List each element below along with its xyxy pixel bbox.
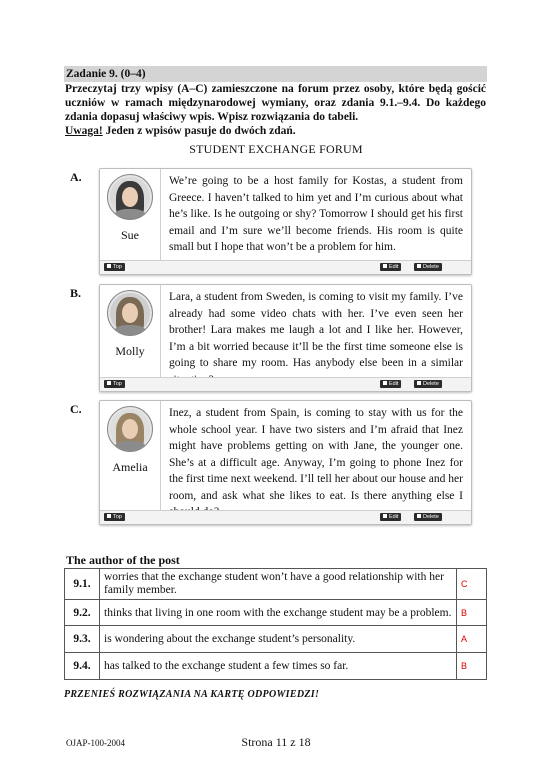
row-number: 9.2. — [65, 600, 100, 626]
answer-cell[interactable]: B — [457, 653, 487, 680]
post-letter-a: A. — [70, 170, 82, 184]
forum-post-c — [99, 400, 472, 525]
post-footer — [100, 260, 471, 274]
table-row — [65, 569, 487, 600]
edit-icon — [383, 514, 387, 518]
user-info — [100, 285, 161, 377]
forum-post-a — [99, 168, 472, 275]
top-button[interactable]: Top — [104, 513, 125, 521]
delete-icon — [417, 381, 421, 385]
answers-table — [64, 568, 487, 680]
post-text: Inez, a student from Spain, is coming to stay with us for the whole school year. I have two sisters and I’m afraid that Inez might have problems getting on with Jane, the younger one. She’s at a difficult age. Anyway, I’m going to phone Inez for the first time next weekend. I’ll tell her about our house and her room, and ask what she likes to eat. Is there anything else I — [169, 407, 463, 502]
forum-post-b — [99, 284, 472, 392]
arrow-up-icon — [107, 264, 111, 268]
note-label: Uwaga! — [65, 125, 103, 137]
row-number: 9.1. — [65, 569, 100, 600]
delete-button[interactable]: Delete — [414, 380, 442, 388]
edit-button[interactable]: Edit — [380, 380, 401, 388]
post-footer — [100, 377, 471, 391]
row-number: 9.4. — [65, 653, 100, 680]
edit-button[interactable]: Edit — [380, 263, 401, 271]
top-button[interactable]: Top — [104, 380, 125, 388]
avatar — [107, 406, 153, 452]
delete-icon — [417, 264, 421, 268]
task-title: Zadanie 9. (0–4) — [64, 66, 487, 82]
post-text: Lara, a student from Sweden, is coming to visit my family. I’ve already had some video chats with her. I’ve even seen her brother! Lara makes me laugh a lot and I like her. However, I’m a bit worried because it’ll be the first time someone else is going to share my room. Has anybody else been in a similar — [169, 291, 463, 369]
answer-cell[interactable]: A — [457, 626, 487, 653]
delete-button[interactable]: Delete — [414, 513, 442, 521]
delete-button[interactable]: Delete — [414, 263, 442, 271]
arrow-up-icon — [107, 514, 111, 518]
answers-title: The author of the post — [66, 553, 180, 567]
row-text: has talked to the exchange student a few times so far. — [100, 653, 457, 680]
avatar — [107, 290, 153, 336]
user-name: Amelia — [112, 460, 148, 474]
edit-icon — [383, 381, 387, 385]
transfer-note: PRZENIEŚ ROZWIĄZANIA NA KARTĘ ODPOWIEDZI! — [64, 689, 320, 700]
row-text: thinks that living in one room with the exchange student may be a problem. — [100, 600, 457, 626]
edit-button[interactable]: Edit — [380, 513, 401, 521]
post-footer — [100, 510, 471, 524]
table-row — [65, 626, 487, 653]
user-info — [100, 401, 161, 510]
task-instruction: Przeczytaj trzy wpisy (A–C) zamieszczone na forum przez osoby, które będą gościć uczniów w ramach międzynarodowej wymiany, oraz zdania 9.1.–9.4. Do każdego zdania dopasuj właściwy wpis. Wpisz rozwiązania do tabeli. — [65, 83, 486, 123]
forum-title: STUDENT EXCHANGE FORUM — [189, 142, 363, 156]
user-name: Sue — [121, 228, 139, 242]
note-text: Jeden z wpisów pasuje do dwóch zdań. — [102, 125, 296, 137]
answer-cell[interactable]: B — [457, 600, 487, 626]
post-letter-b: B. — [70, 286, 82, 300]
row-text: worries that the exchange student won’t have a good relationship with her family member. — [100, 569, 457, 600]
table-row — [65, 653, 487, 680]
post-text: We’re going to be a host family for Kostas, a student from Greece. I haven’t talked to him yet and I’m curious about what he’s like. Is he outgoing or shy? Tomorrow I should get his first email and I’m sure we’ll become friends. His room is quite small but I hope that won’t be a problem for him. — [169, 175, 463, 253]
table-row — [65, 600, 487, 626]
delete-icon — [417, 514, 421, 518]
task-header — [64, 66, 487, 138]
user-info — [100, 169, 161, 260]
arrow-up-icon — [107, 381, 111, 385]
answer-cell[interactable]: C — [457, 569, 487, 600]
exam-code: OJAP-100-2004 — [66, 738, 126, 748]
row-number: 9.3. — [65, 626, 100, 653]
user-name: Molly — [115, 344, 145, 358]
top-button[interactable]: Top — [104, 263, 125, 271]
post-letter-c: C. — [70, 402, 82, 416]
edit-icon — [383, 264, 387, 268]
row-text: is wondering about the exchange student’s personality. — [100, 626, 457, 653]
page-number: Strona 11 z 18 — [241, 735, 311, 749]
task-note — [64, 124, 487, 138]
avatar — [107, 174, 153, 220]
